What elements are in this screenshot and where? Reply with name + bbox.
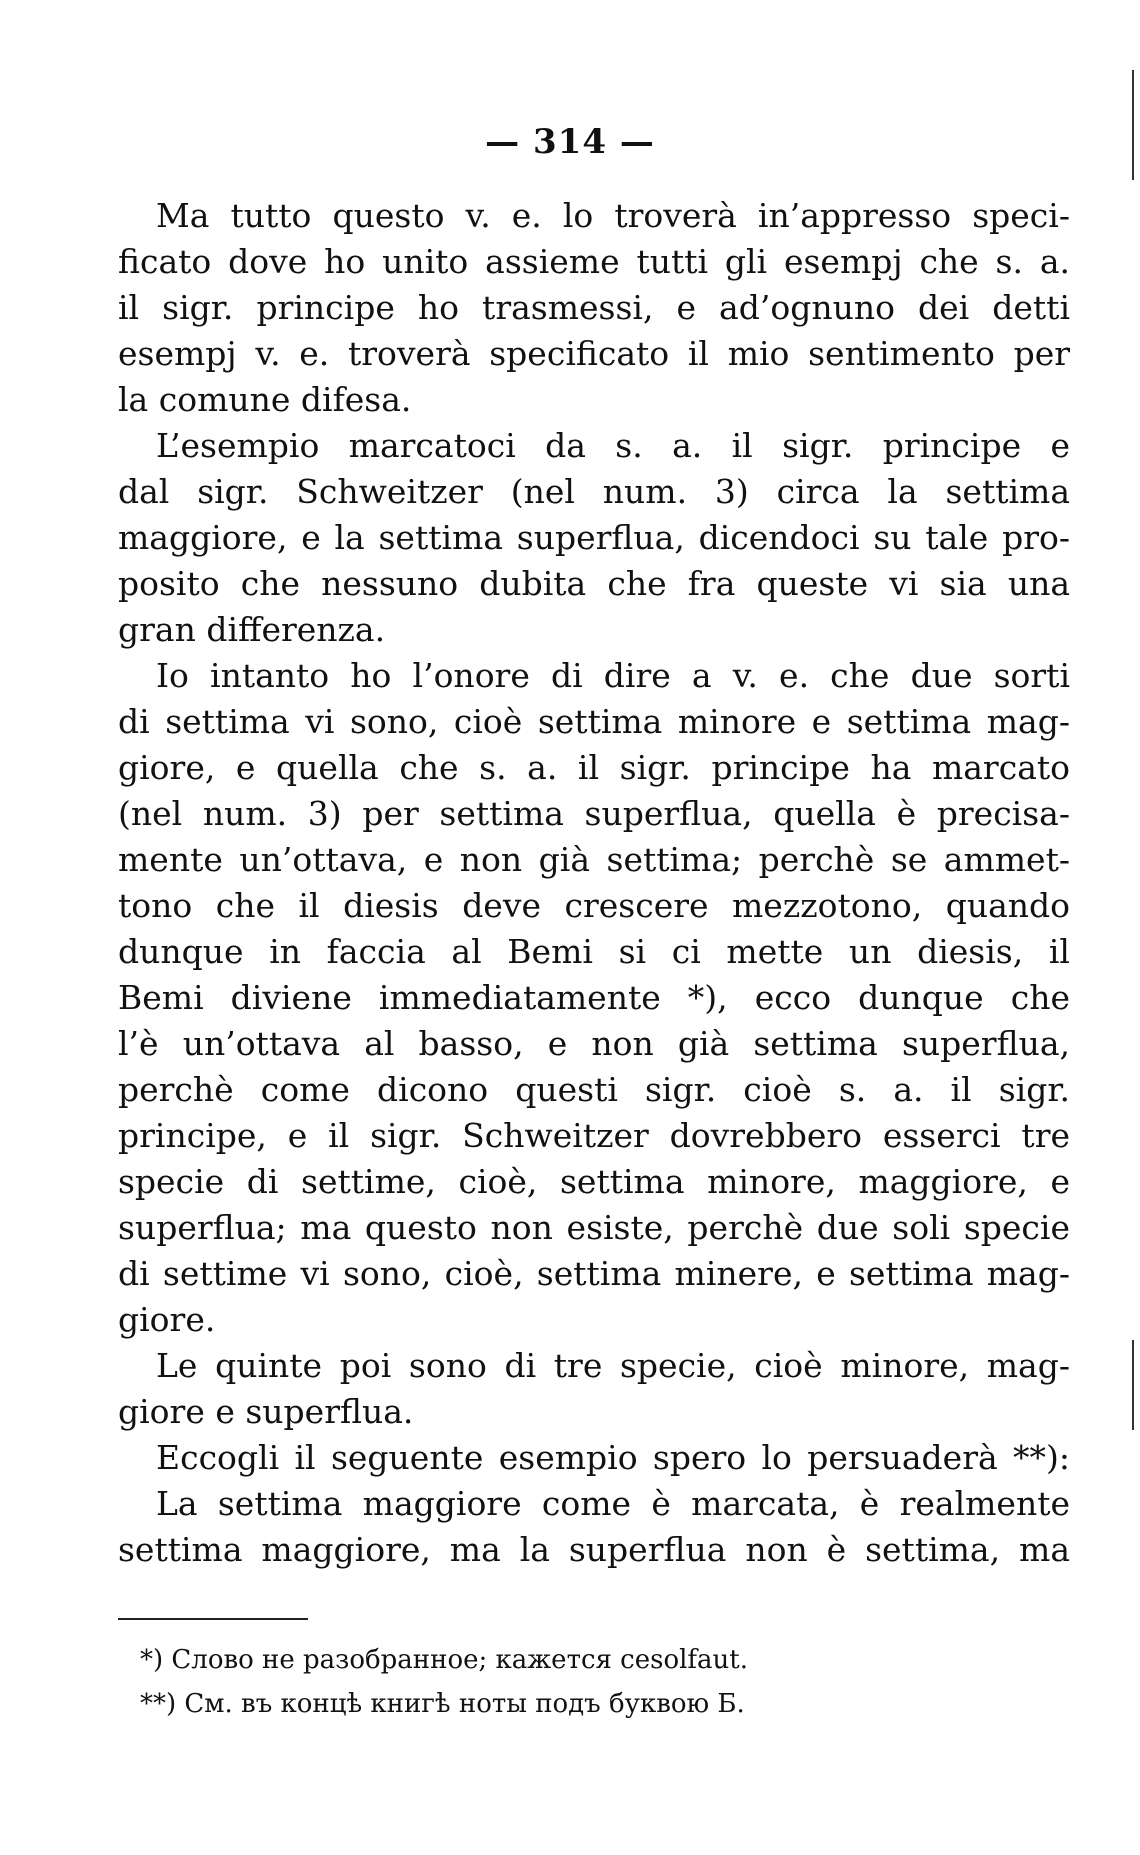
text-line: Le quinte poi sono di tre specie, cioè minore, mag- — [156, 1346, 1070, 1385]
text-line: Io intanto ho l’onore di dire a v. e. che due sorti — [156, 656, 1070, 695]
footnote-1: *) Слово не разобранное; кажется cesolfaut. — [140, 1645, 749, 1675]
text-line: di settime vi sono, cioè, settima minere, e settima mag- — [118, 1254, 1070, 1293]
text-line: Eccogli il seguente esempio spero lo persuaderà **): — [156, 1438, 1070, 1477]
text-line: di settima vi sono, cioè settima minore e settima mag- — [118, 702, 1070, 741]
text-line: (nel num. 3) per settima superflua, quella è precisa- — [118, 794, 1070, 833]
footnotes — [140, 1638, 1040, 1726]
footnote-divider — [118, 1618, 308, 1620]
text-line: giore e superflua. — [118, 1392, 414, 1431]
text-line: mente un’ottava, e non già settima; perchè se ammet- — [118, 840, 1070, 879]
text-line: la comune difesa. — [118, 380, 412, 419]
text-line: La settima maggiore come è marcata, è realmente — [156, 1484, 1070, 1523]
text-line: perchè come dicono questi sigr. cioè s. a. il sigr. — [118, 1070, 1070, 1109]
text-line: il sigr. principe ho trasmessi, e ad’ognuno dei detti — [118, 288, 1070, 327]
text-line: Bemi diviene immediatamente *), ecco dunque che — [118, 978, 1070, 1017]
text-line: esempj v. e. troverà specificato il mio sentimento per — [118, 334, 1070, 373]
text-line: L’esempio marcatoci da s. a. il sigr. principe e — [156, 426, 1070, 465]
text-line: specie di settime, cioè, settima minore, maggiore, e — [118, 1162, 1070, 1201]
text-line: superflua; ma questo non esiste, perchè due soli specie — [118, 1208, 1070, 1247]
text-line: giore. — [118, 1300, 216, 1339]
text-line: posito che nessuno dubita che fra queste vi sia una — [118, 564, 1070, 603]
text-line: tono che il diesis deve crescere mezzotono, quando — [118, 886, 1070, 925]
text-line: settima maggiore, ma la superflua non è settima, ma — [118, 1530, 1070, 1569]
text-line: maggiore, e la settima superflua, dicendoci su tale pro- — [118, 518, 1070, 557]
text-line: principe, e il sigr. Schweitzer dovrebbero esserci tre — [118, 1116, 1070, 1155]
text-line: ficato dove ho unito assieme tutti gli esempj che s. a. — [118, 242, 1070, 281]
text-line: gran differenza. — [118, 610, 386, 649]
text-line: dunque in faccia al Bemi si ci mette un diesis, il — [118, 932, 1070, 971]
body-text — [118, 193, 1070, 1573]
text-line: giore, e quella che s. a. il sigr. principe ha marcato — [118, 748, 1070, 787]
text-line: Ma tutto questo v. e. lo troverà in’appresso speci- — [156, 196, 1070, 235]
page-number: — 314 — — [485, 122, 655, 162]
page-edge-mark — [1132, 1340, 1134, 1430]
footnote-2: **) См. въ концѣ книгѣ ноты подъ буквою Б. — [140, 1689, 745, 1719]
page-edge-mark — [1132, 70, 1134, 180]
text-line: dal sigr. Schweitzer (nel num. 3) circa la settima — [118, 472, 1070, 511]
text-line: l’è un’ottava al basso, e non già settima superflua, — [118, 1024, 1070, 1063]
